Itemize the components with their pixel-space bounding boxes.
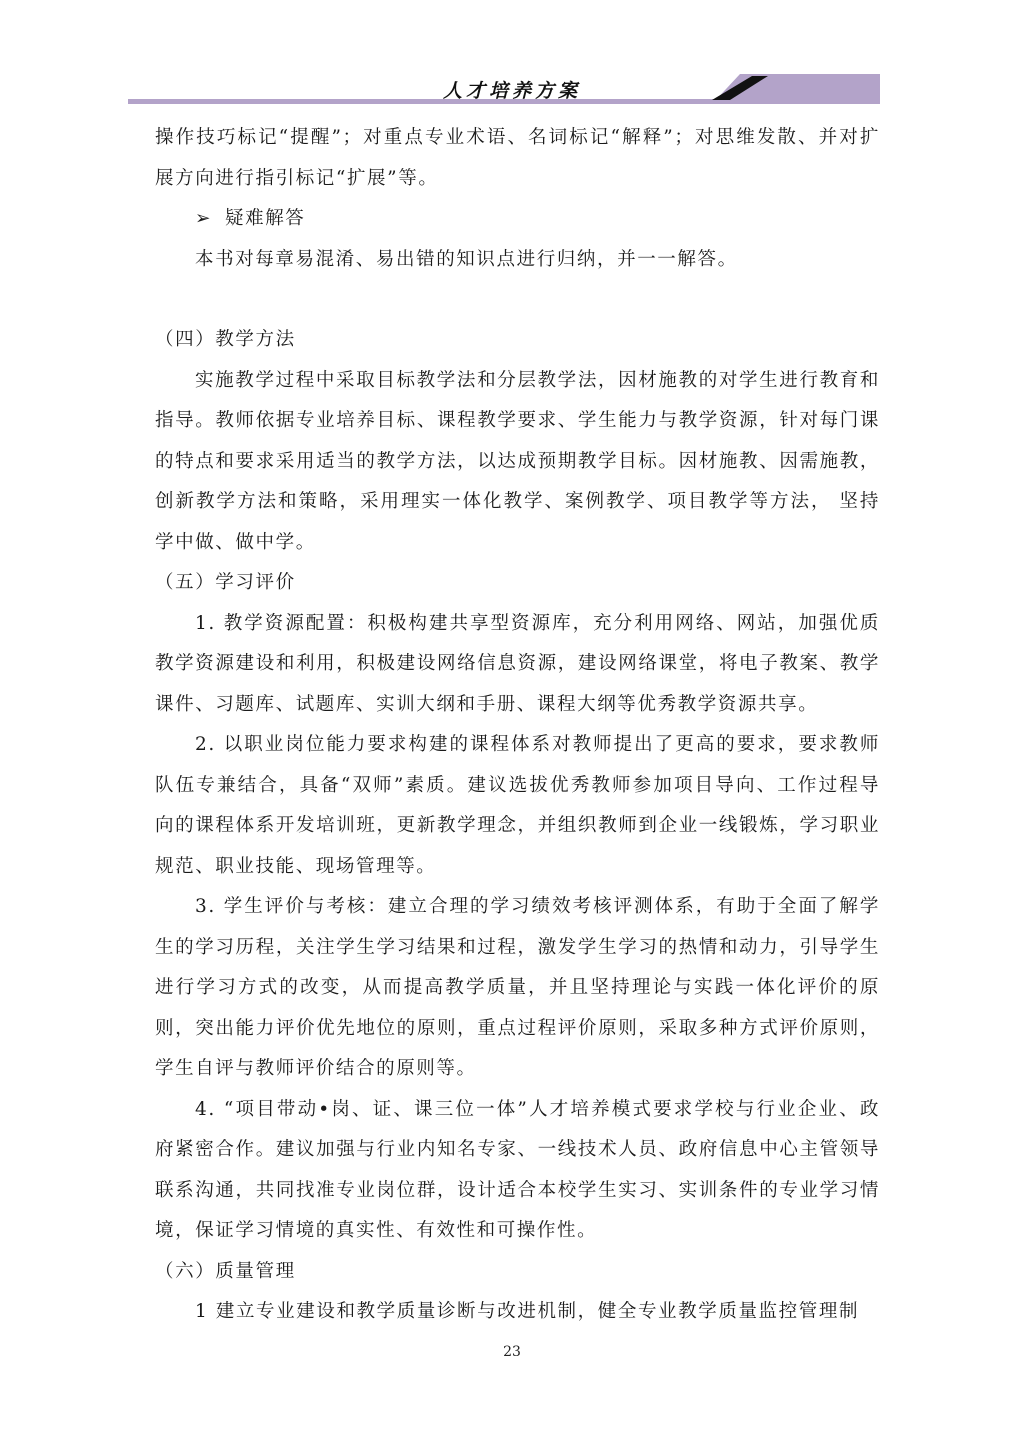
page-header: [0, 0, 1024, 110]
section-heading-teaching-methods: （四）教学方法: [155, 329, 296, 350]
list-item: 3. 学生评价与考核：建立合理的学习绩效考核评测体系，有助于全面了解学生的学习历程，关注学生学习结果和过程，激发学生学习的热情和动力，引导学生进行学习方式的改变，从而提高教学质量，并且坚持理论与实践一体化评价的原则，突出能力评价优先地位的原则，重点过程评价原则，采取多种方式评价原则，学生自评与教师评价结合的原则等。: [155, 896, 880, 1079]
bullet-item: [155, 199, 880, 240]
document-body: [155, 118, 880, 1333]
bullet-label: 疑难解答: [225, 208, 306, 229]
list-item: 1 建立专业建设和教学质量诊断与改进机制，健全专业教学质量监控管理制: [195, 1301, 860, 1322]
section-heading-quality-management: （六）质量管理: [155, 1260, 296, 1282]
paragraph-teaching-methods: 实施教学过程中采取目标教学法和分层教学法，因材施教的对学生进行教育和指导。教师依据专业培养目标、课程教学要求、学生能力与教学资源，针对每门课的特点和要求采用适当的教学方法，以达成预期教学目标。因材施教、因需施教，创新教学方法和策略，采用理实一体化教学、案例教学、项目教学等方法， 坚持学中做、做中学。: [155, 369, 880, 553]
arrow-bullet-icon: ➢: [195, 208, 213, 229]
header-title: 人才培养方案: [442, 80, 581, 102]
list-item: 2. 以职业岗位能力要求构建的课程体系对教师提出了更高的要求，要求教师队伍专兼结合，具备“双师”素质。建议选拔优秀教师参加项目导向、工作过程导向的课程体系开发培训班，更新教学理念，并组织教师到企业一线锻炼，学习职业规范、职业技能、现场管理等。: [155, 734, 880, 877]
list-item: 4. “项目带动•岗、证、课三位一体”人才培养模式要求学校与行业企业、政府紧密合作。建议加强与行业内知名专家、一线技术人员、政府信息中心主管领导联系沟通，共同找准专业岗位群，设计适合本校学生实习、实训条件的专业学习情境，保证学习情境的真实性、有效性和可操作性。: [155, 1098, 880, 1241]
paragraph-tips: 操作技巧标记“提醒”；对重点专业术语、名词标记“解释”；对思维发散、并对扩展方向进行指引标记“扩展”等。: [155, 127, 880, 189]
paragraph-faq: 本书对每章易混淆、易出错的知识点进行归纳，并一一解答。: [195, 248, 738, 270]
page-number: 23: [503, 1344, 521, 1360]
section-heading-learning-evaluation: （五）学习评价: [155, 572, 296, 593]
list-item: 1. 教学资源配置：积极构建共享型资源库，充分利用网络、网站，加强优质教学资源建设和利用，积极建设网络信息资源，建设网络课堂，将电子教案、教学课件、习题库、试题库、实训大纲和手册、课程大纲等优秀教学资源共享。: [155, 612, 880, 715]
